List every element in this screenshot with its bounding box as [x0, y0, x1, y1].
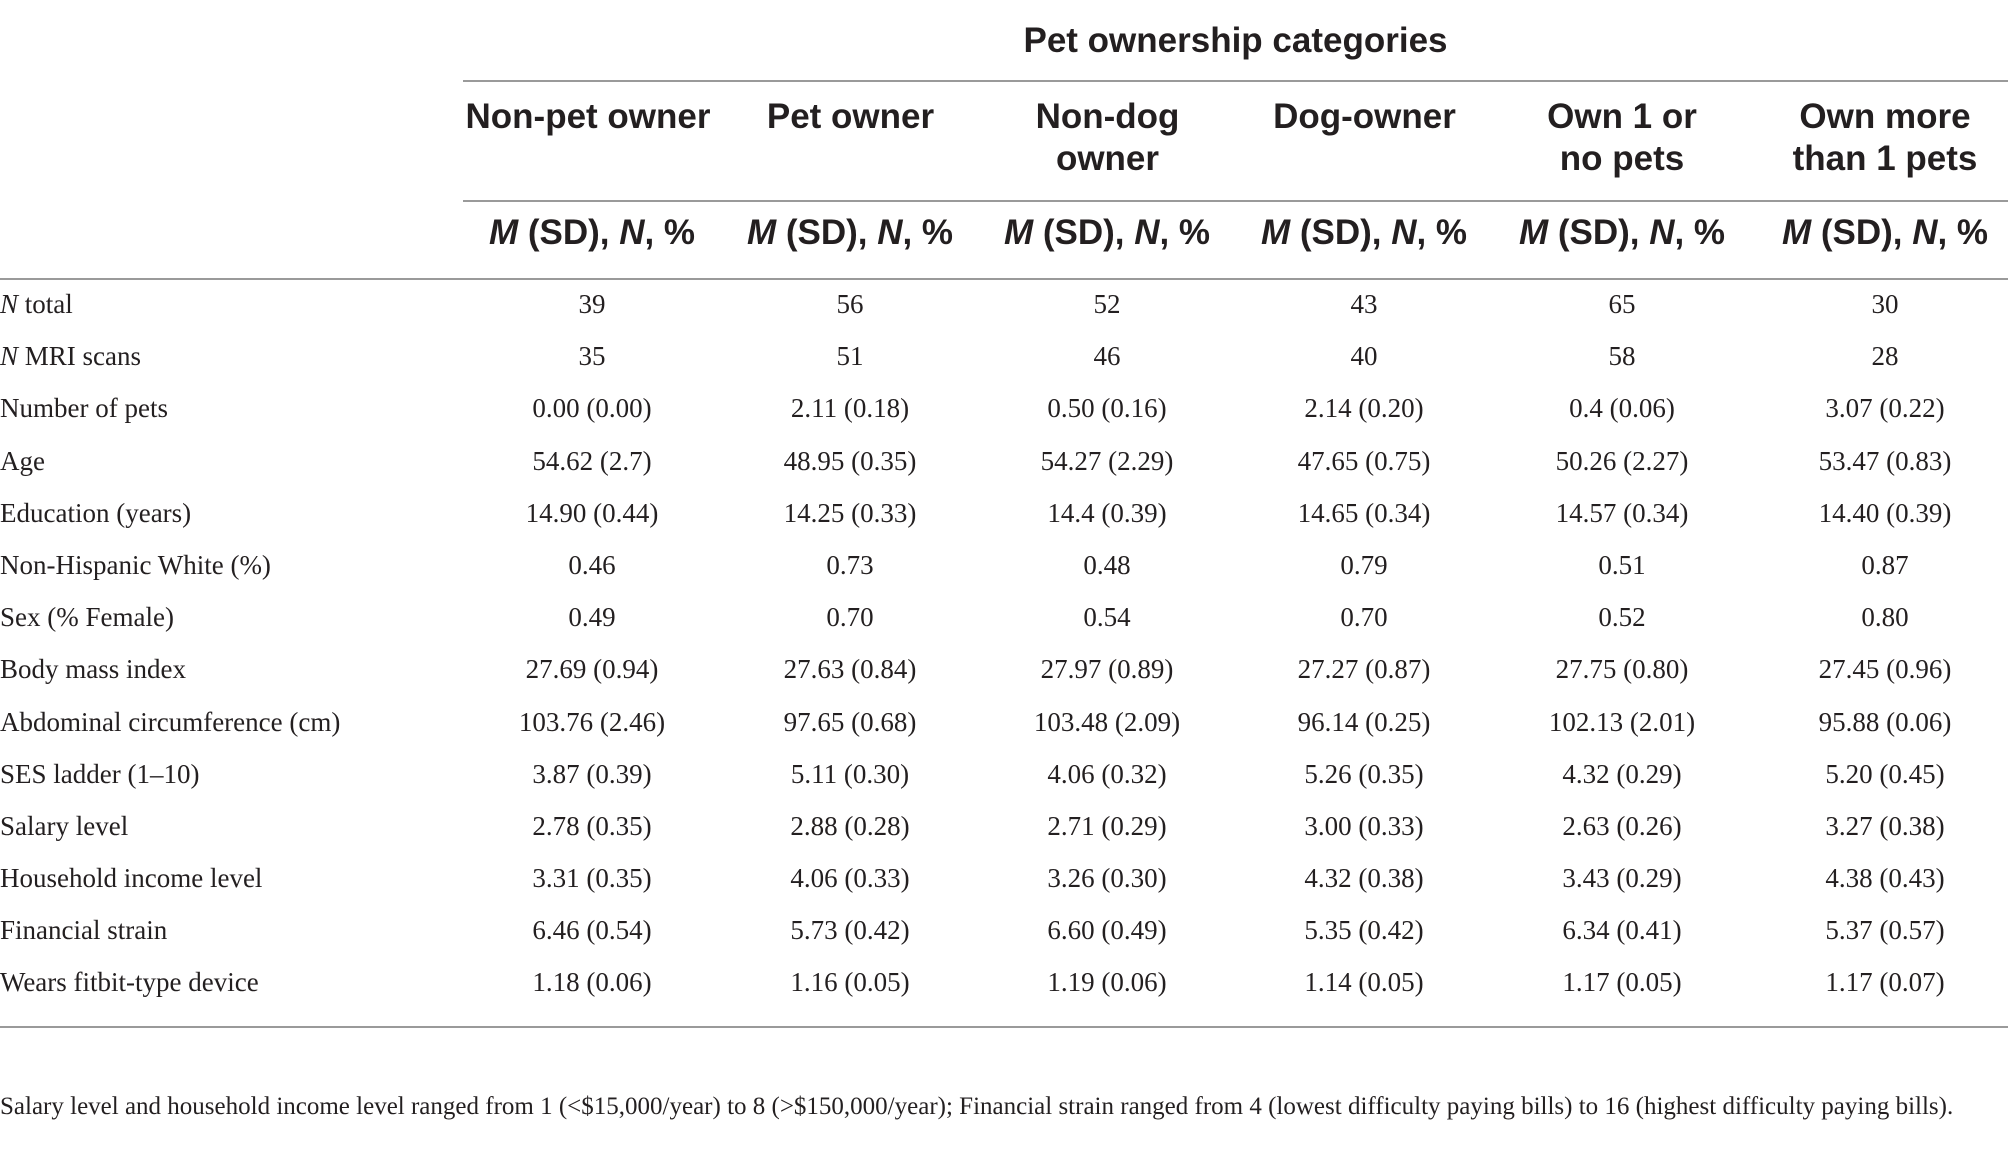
row-label-text: Number of pets [0, 393, 168, 424]
table-cell: 3.26 (0.30) [1047, 863, 1167, 894]
subheader-mean-symbol: M [1518, 213, 1549, 252]
table-cell: 2.14 (0.20) [1304, 393, 1424, 424]
subheader-sd-text: (SD), [1811, 213, 1913, 252]
table-cell: 3.27 (0.38) [1825, 810, 1945, 841]
subheader-sd-text: (SD), [1033, 213, 1135, 252]
table-cell: 54.62 (2.7) [532, 445, 652, 476]
table-row [0, 960, 2008, 1012]
table-cell: 50.26 (2.27) [1555, 445, 1689, 476]
table-cell: 2.71 (0.29) [1047, 810, 1167, 841]
table-cell: 96.14 (0.25) [1297, 706, 1431, 737]
row-label [0, 282, 73, 326]
row-label [0, 491, 191, 535]
subheader-mean-symbol: M [1781, 213, 1812, 252]
table-cell: 3.87 (0.39) [532, 758, 652, 789]
table-row [0, 491, 2008, 543]
table-cell: 28 [1871, 341, 1899, 372]
row-label-text: Age [0, 445, 45, 476]
row-label [0, 752, 199, 796]
row-label-text: Sex (% Female) [0, 602, 174, 633]
subheader-mean-symbol: M [488, 213, 519, 252]
table-row [0, 282, 2008, 334]
subheader-percent-text: , % [902, 213, 954, 252]
table-cell: 4.32 (0.38) [1304, 863, 1424, 894]
table-cell: 48.95 (0.35) [783, 445, 917, 476]
table-cell: 103.76 (2.46) [518, 706, 666, 737]
table-cell: 3.00 (0.33) [1304, 810, 1424, 841]
table-row [0, 595, 2008, 647]
row-label-symbol: N [0, 341, 19, 372]
table-cell: 0.52 [1598, 602, 1646, 633]
table-cell: 2.78 (0.35) [532, 810, 652, 841]
table-cell: 27.63 (0.84) [783, 654, 917, 685]
table-cell: 4.38 (0.43) [1825, 863, 1945, 894]
table-row [0, 386, 2008, 438]
subheader-percent-text: , % [1416, 213, 1468, 252]
subheader-sd-text: (SD), [776, 213, 878, 252]
row-label [0, 856, 262, 900]
table-cell: 0.51 [1598, 549, 1646, 580]
subheader-percent-text: , % [644, 213, 696, 252]
table-cell: 30 [1871, 289, 1899, 319]
table-cell: 27.69 (0.94) [525, 654, 659, 685]
column-header-own-more-than-one-pets: Own more than 1 pets [1792, 97, 1978, 178]
row-label [0, 647, 186, 691]
subheader-mean-symbol: M [746, 213, 777, 252]
table-cell: 4.06 (0.32) [1047, 758, 1167, 789]
row-label-text: Non-Hispanic White (%) [0, 549, 271, 580]
table-cell: 58 [1608, 341, 1636, 372]
table-cell: 1.19 (0.06) [1047, 967, 1167, 998]
table-row [0, 647, 2008, 699]
table-cell: 53.47 (0.83) [1818, 445, 1952, 476]
table-cell: 0.00 (0.00) [532, 393, 652, 424]
subheader-mean-symbol: M [1003, 213, 1034, 252]
subheader-sd-text: (SD), [1290, 213, 1392, 252]
subheader-mean-symbol: M [1260, 213, 1291, 252]
group-title: Pet ownership categories [1023, 21, 1448, 60]
table-cell: 103.48 (2.09) [1033, 706, 1181, 737]
table-cell: 54.27 (2.29) [1040, 445, 1174, 476]
row-label [0, 386, 168, 430]
row-label-text: Household income level [0, 863, 263, 894]
subheader-n-symbol: N [619, 213, 645, 252]
table-cell: 6.34 (0.41) [1562, 915, 1682, 946]
subheader-n-symbol: N [1649, 213, 1675, 252]
table-cell: 27.97 (0.89) [1040, 654, 1174, 685]
row-label [0, 700, 340, 744]
table-cell: 14.65 (0.34) [1297, 497, 1431, 528]
row-label [0, 804, 128, 848]
table-row [0, 804, 2008, 856]
table-row [0, 908, 2008, 960]
subheader-n-symbol: N [1134, 213, 1160, 252]
table-cell: 14.90 (0.44) [525, 497, 659, 528]
table-cell: 39 [578, 289, 606, 319]
table-cell: 6.46 (0.54) [532, 915, 652, 946]
column-subheader [1214, 212, 1514, 254]
row-label-symbol: N [0, 289, 19, 319]
table-row [0, 439, 2008, 491]
table-cell: 6.60 (0.49) [1047, 915, 1167, 946]
table-cell: 2.11 (0.18) [790, 393, 910, 424]
row-label-text: Salary level [0, 810, 129, 841]
column-header-non-dog-owner: Non-dog owner [1035, 97, 1180, 178]
table-cell: 14.4 (0.39) [1047, 497, 1167, 528]
row-label [0, 908, 167, 952]
subheader-n-symbol: N [1912, 213, 1938, 252]
table-footnote: Salary level and household income level ranged from 1 (<$15,000/year) to 8 (>$150,000/year); Financial strain ranged from 4 (lowest difficulty paying bills) to 16 (highest difficulty paying bills). [0, 1093, 1954, 1120]
table-cell: 1.18 (0.06) [532, 967, 652, 998]
column-header-non-pet-owner: Non-pet owner [465, 97, 711, 136]
table-cell: 40 [1350, 341, 1378, 372]
table-cell: 5.35 (0.42) [1304, 915, 1424, 946]
table-cell: 35 [578, 341, 606, 372]
row-label-text: total [18, 289, 73, 319]
row-label-text: Wears fitbit-type device [0, 967, 259, 998]
table-row [0, 543, 2008, 595]
table-cell: 46 [1093, 341, 1121, 372]
row-label [0, 595, 174, 639]
table-cell: 0.49 [568, 602, 616, 633]
column-header-own-one-or-no-pets: Own 1 or no pets [1547, 97, 1697, 178]
table-cell: 14.40 (0.39) [1818, 497, 1952, 528]
subheader-percent-text: , % [1159, 213, 1211, 252]
header-bottom-rule [0, 278, 2008, 280]
column-header-pet-owner: Pet owner [766, 97, 935, 136]
subheader-n-symbol: N [877, 213, 903, 252]
row-label-text: Abdominal circumference (cm) [0, 706, 341, 737]
table-cell: 95.88 (0.06) [1818, 706, 1952, 737]
subheader-sd-text: (SD), [518, 213, 620, 252]
table-cell: 47.65 (0.75) [1297, 445, 1431, 476]
table-cell: 5.37 (0.57) [1825, 915, 1945, 946]
table-body [0, 282, 2008, 1013]
table-cell: 56 [836, 289, 864, 319]
table-cell: 0.4 (0.06) [1569, 393, 1675, 424]
table-cell: 1.16 (0.05) [790, 967, 910, 998]
column-subheader [442, 212, 742, 254]
table-cell: 27.27 (0.87) [1297, 654, 1431, 685]
table-cell: 0.70 [826, 602, 874, 633]
table-cell: 4.06 (0.33) [790, 863, 910, 894]
row-label [0, 334, 141, 378]
row-label [0, 960, 259, 1004]
table-cell: 0.73 [826, 549, 874, 580]
column-subheader [957, 212, 1257, 254]
table-cell: 3.31 (0.35) [532, 863, 652, 894]
table-cell: 0.80 [1861, 602, 1909, 633]
table-row [0, 752, 2008, 804]
table-cell: 0.70 [1340, 602, 1388, 633]
table-cell: 1.17 (0.05) [1562, 967, 1682, 998]
row-label-text: Financial strain [0, 915, 168, 946]
table-cell: 27.45 (0.96) [1818, 654, 1952, 685]
table-cell: 1.14 (0.05) [1304, 967, 1424, 998]
column-header-dog-owner: Dog-owner [1273, 97, 1456, 136]
table-cell: 3.07 (0.22) [1825, 393, 1945, 424]
table-bottom-rule [0, 1026, 2008, 1028]
table-cell: 97.65 (0.68) [783, 706, 917, 737]
row-label [0, 439, 45, 483]
row-label-text: MRI scans [18, 341, 142, 372]
table-cell: 14.25 (0.33) [783, 497, 917, 528]
table-row [0, 700, 2008, 752]
subheader-n-symbol: N [1391, 213, 1417, 252]
table-cell: 102.13 (2.01) [1548, 706, 1696, 737]
column-subheader [700, 212, 1000, 254]
table-cell: 4.32 (0.29) [1562, 758, 1682, 789]
table-cell: 0.79 [1340, 549, 1388, 580]
table-cell: 1.17 (0.07) [1825, 967, 1945, 998]
row-label-text: Education (years) [0, 497, 192, 528]
column-header-rule [463, 200, 2008, 202]
column-subheader [1735, 212, 2008, 254]
table-cell: 3.43 (0.29) [1562, 863, 1682, 894]
table-cell: 0.46 [568, 549, 616, 580]
table-cell: 5.20 (0.45) [1825, 758, 1945, 789]
group-rule [463, 80, 2008, 82]
subheader-percent-text: , % [1674, 213, 1726, 252]
table-cell: 0.50 (0.16) [1047, 393, 1167, 424]
table-cell: 52 [1093, 289, 1121, 319]
table-row [0, 334, 2008, 386]
subheader-percent-text: , % [1937, 213, 1989, 252]
table-cell: 27.75 (0.80) [1555, 654, 1689, 685]
row-label-text: Body mass index [0, 654, 186, 685]
row-label [0, 543, 271, 587]
table-cell: 14.57 (0.34) [1555, 497, 1689, 528]
subheader-sd-text: (SD), [1548, 213, 1650, 252]
table-cell: 5.26 (0.35) [1304, 758, 1424, 789]
table-cell: 65 [1608, 289, 1636, 319]
row-label-text: SES ladder (1–10) [0, 758, 200, 789]
table-cell: 2.63 (0.26) [1562, 810, 1682, 841]
table-cell: 0.54 [1083, 602, 1131, 633]
table-row [0, 856, 2008, 908]
column-subheader [1472, 212, 1772, 254]
table-cell: 43 [1350, 289, 1378, 319]
table-cell: 2.88 (0.28) [790, 810, 910, 841]
table-cell: 5.11 (0.30) [790, 758, 910, 789]
table-cell: 51 [836, 341, 864, 372]
table-cell: 0.87 [1861, 549, 1909, 580]
table-cell: 5.73 (0.42) [790, 915, 910, 946]
table-cell: 0.48 [1083, 549, 1131, 580]
